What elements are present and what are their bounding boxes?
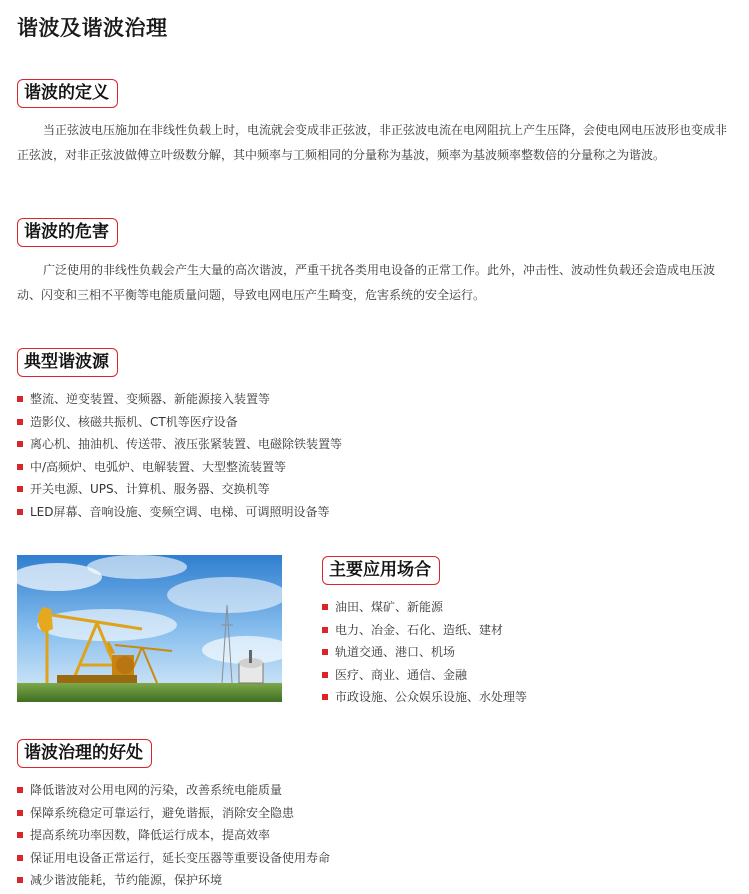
- list-item: 油田、煤矿、新能源: [322, 596, 527, 619]
- bullet-square-icon: [17, 877, 23, 883]
- bullet-square-icon: [17, 787, 23, 793]
- section-heading-hazard: 谐波的危害: [17, 218, 118, 247]
- bullet-square-icon: [322, 649, 328, 655]
- applications-list: [322, 596, 527, 709]
- list-item: 减少谐波能耗，节约能源，保护环境: [17, 869, 330, 892]
- list-item: 整流、逆变装置、变频器、新能源接入装置等: [17, 388, 342, 411]
- bullet-square-icon: [17, 464, 23, 470]
- list-item: 造影仪、核磁共振机、CT机等医疗设备: [17, 411, 342, 434]
- list-item: 离心机、抽油机、传送带、液压张紧装置、电磁除铁装置等: [17, 433, 342, 456]
- list-item: 电力、冶金、石化、造纸、建材: [322, 619, 527, 642]
- hazard-paragraph: 广泛使用的非线性负载会产生大量的高次谐波，严重干扰各类用电设备的正常工作。此外，冲击性、波动性负载还会造成电压波动、闪变和三相不平衡等电能质量问题，导致电网电压产生畸变，危害系统的安全运行。: [17, 263, 716, 302]
- bullet-square-icon: [17, 509, 23, 515]
- list-item: 市政设施、公众娱乐设施、水处理等: [322, 686, 527, 709]
- list-item: 中/高频炉、电弧炉、电解装置、大型整流装置等: [17, 456, 342, 479]
- bullet-square-icon: [17, 855, 23, 861]
- list-item: 保障系统稳定可靠运行，避免谐振，消除安全隐患: [17, 802, 330, 825]
- bullet-square-icon: [322, 694, 328, 700]
- list-item: LED屏幕、音响设施、变频空调、电梯、可调照明设备等: [17, 501, 342, 524]
- bullet-square-icon: [17, 396, 23, 402]
- bullet-square-icon: [17, 810, 23, 816]
- benefits-list: [17, 779, 330, 892]
- section-heading-definition: 谐波的定义: [17, 79, 118, 108]
- list-item: 轨道交通、港口、机场: [322, 641, 527, 664]
- section-heading-sources: 典型谐波源: [17, 348, 118, 377]
- bullet-square-icon: [17, 486, 23, 492]
- section-heading-benefits: 谐波治理的好处: [17, 739, 152, 768]
- bullet-square-icon: [17, 832, 23, 838]
- sources-list: [17, 388, 342, 523]
- list-item: 保证用电设备正常运行，延长变压器等重要设备使用寿命: [17, 847, 330, 870]
- list-item: 开关电源、UPS、计算机、服务器、交换机等: [17, 478, 342, 501]
- oilfield-photo: [17, 555, 282, 702]
- bullet-square-icon: [322, 672, 328, 678]
- section-heading-applications: 主要应用场合: [322, 556, 440, 585]
- bullet-square-icon: [17, 441, 23, 447]
- list-item: 降低谐波对公用电网的污染，改善系统电能质量: [17, 779, 330, 802]
- list-item: 医疗、商业、通信、金融: [322, 664, 527, 687]
- bullet-square-icon: [17, 419, 23, 425]
- bullet-square-icon: [322, 627, 328, 633]
- page-title: 谐波及谐波治理: [17, 16, 168, 40]
- definition-paragraph: 当正弦波电压施加在非线性负载上时，电流就会变成非正弦波，非正弦波电流在电网阻抗上产生压降，会使电网电压波形也变成非正弦波，对非正弦波做傅立叶级数分解，其中频率与工频相同的分量称为基波，频率为基波频率整数倍的分量称之为谐波。: [17, 123, 728, 162]
- bullet-square-icon: [322, 604, 328, 610]
- list-item: 提高系统功率因数，降低运行成本，提高效率: [17, 824, 330, 847]
